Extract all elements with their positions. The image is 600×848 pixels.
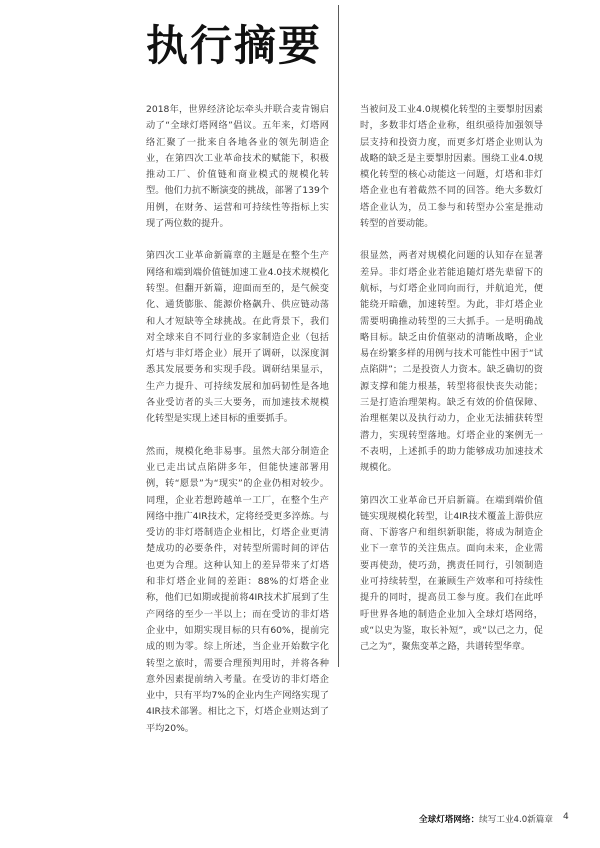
left-column xyxy=(146,102,329,753)
paragraph: 第四次工业革命已开启新篇。在端到端价值链实现规模化转型，让4IR技术覆盖上游供应商、下游客户和组织新职能，将成为制造企业下一章节的关注焦点。面向未来，企业需要再使劲，使巧劲，携责任同行，引领制造业可持续转型，在兼顾生产效率和可持续性提升的同时，提高员工参与度。我们在此呼吁世界各地的制造企业加入全球灯塔网络，或“以史为鉴，取长补短”，或“以己之力，促己之为”，聚焦变革之路，共谱转型华章。 xyxy=(360,494,543,653)
paragraph: 第四次工业革命新篇章的主题是在整个生产网络和端到端价值链加速工业4.0技术规模化转型。但翻开新篇，迎面而至的，是气候变化、通货膨胀、能源价格飙升、供应链动荡和人才短缺等全球挑战。在此背景下，我们对全球来自不同行业的多家制造企业（包括灯塔与非灯塔企业）展开了调研，以深度洞悉其发展要务和实现手段。调研结果显示，生产力提升、可持续发展和加码韧性是各地各业受访者的头三大要务，而加速技术规模化转型是实现上述目标的重要抓手。 xyxy=(146,250,329,425)
footer-report-title xyxy=(419,813,553,825)
page-title: 执行摘要 xyxy=(146,21,323,70)
paragraph: 很显然，两者对规模化问题的认知存在显著差异。非灯塔企业若能追随灯塔先辈留下的航标，与灯塔企业同向而行，并航追光，便能绕开暗礁，加速转型。为此，非灯塔企业需要明确推动转型的三大抓手。一是明确战略目标。缺乏由价值驱动的清晰战略，企业易在纷繁多样的用例与技术可能性中困于“试点陷阱”；二是投资人力资本。缺乏确切的资源支撑和能力根基，转型将很快丧失动能；三是打造治理架构。缺乏有效的价值保障、治理框架以及执行动力，企业无法捕获转型潜力，实现转型落地。灯塔企业的案例无一不表明，上述抓手的助力能够成功加速技术规模化。 xyxy=(360,250,543,474)
right-column xyxy=(360,102,543,672)
footer-subtitle: 续写工业4.0新篇章 xyxy=(479,815,553,825)
footer-report-name: 全球灯塔网络： xyxy=(419,815,480,825)
vertical-divider xyxy=(338,5,339,667)
page-number: 4 xyxy=(563,812,569,822)
paragraph: 然而，规模化绝非易事。虽然大部分制造企业已走出试点陷阱多年，但能快速部署用例，转“愿景”为“现实”的企业仍相对较少。同理，企业若想跨越单一工厂，在整个生产网络中推广4IR技术，定将经受更多淬炼。与受访的非灯塔制造企业相比，灯塔企业更清楚成功的必要条件，对转型所需时间的评估也更为合理。这种认知上的差异带来了灯塔和非灯塔企业间的差距：88%的灯塔企业称，他们已如期或提前将4IR技术扩展到了生产网络的至少一半以上；而在受访的非灯塔企业中，如期实现目标的只有60%，提前完成的则为零。综上所述，当企业开始数字化转型之旅时，需要合理预判用时，并将各种意外因素提前纳入考量。在受访的非灯塔企业中，只有平均7%的企业内生产网络实现了4IR技术部署。相比之下，灯塔企业则达到了平均20%。 xyxy=(146,445,329,734)
paragraph: 当被问及工业4.0规模化转型的主要掣肘因素时，多数非灯塔企业称，组织亟待加强领导层支持和投资力度，而更多灯塔企业则认为战略的缺乏是主要掣肘因素。围绕工业4.0规模化转型的核心动能这一问题，灯塔和非灯塔企业也有着截然不同的回答。绝大多数灯塔企业认为，员工参与和转型办公室是推动转型的首要动能。 xyxy=(360,104,543,230)
paragraph: 2018年，世界经济论坛牵头并联合麦肯锡启动了“全球灯塔网络”倡议。五年来，灯塔网络汇聚了一批来自各地各业的领先制造企业，在第四次工业革命技术的赋能下，积极推动工厂、价值链和商业模式的规模化转型。他们力抗不断演变的挑战，部署了139个用例，在财务、运营和可持续性等指标上实现了两位数的提升。 xyxy=(146,104,329,230)
